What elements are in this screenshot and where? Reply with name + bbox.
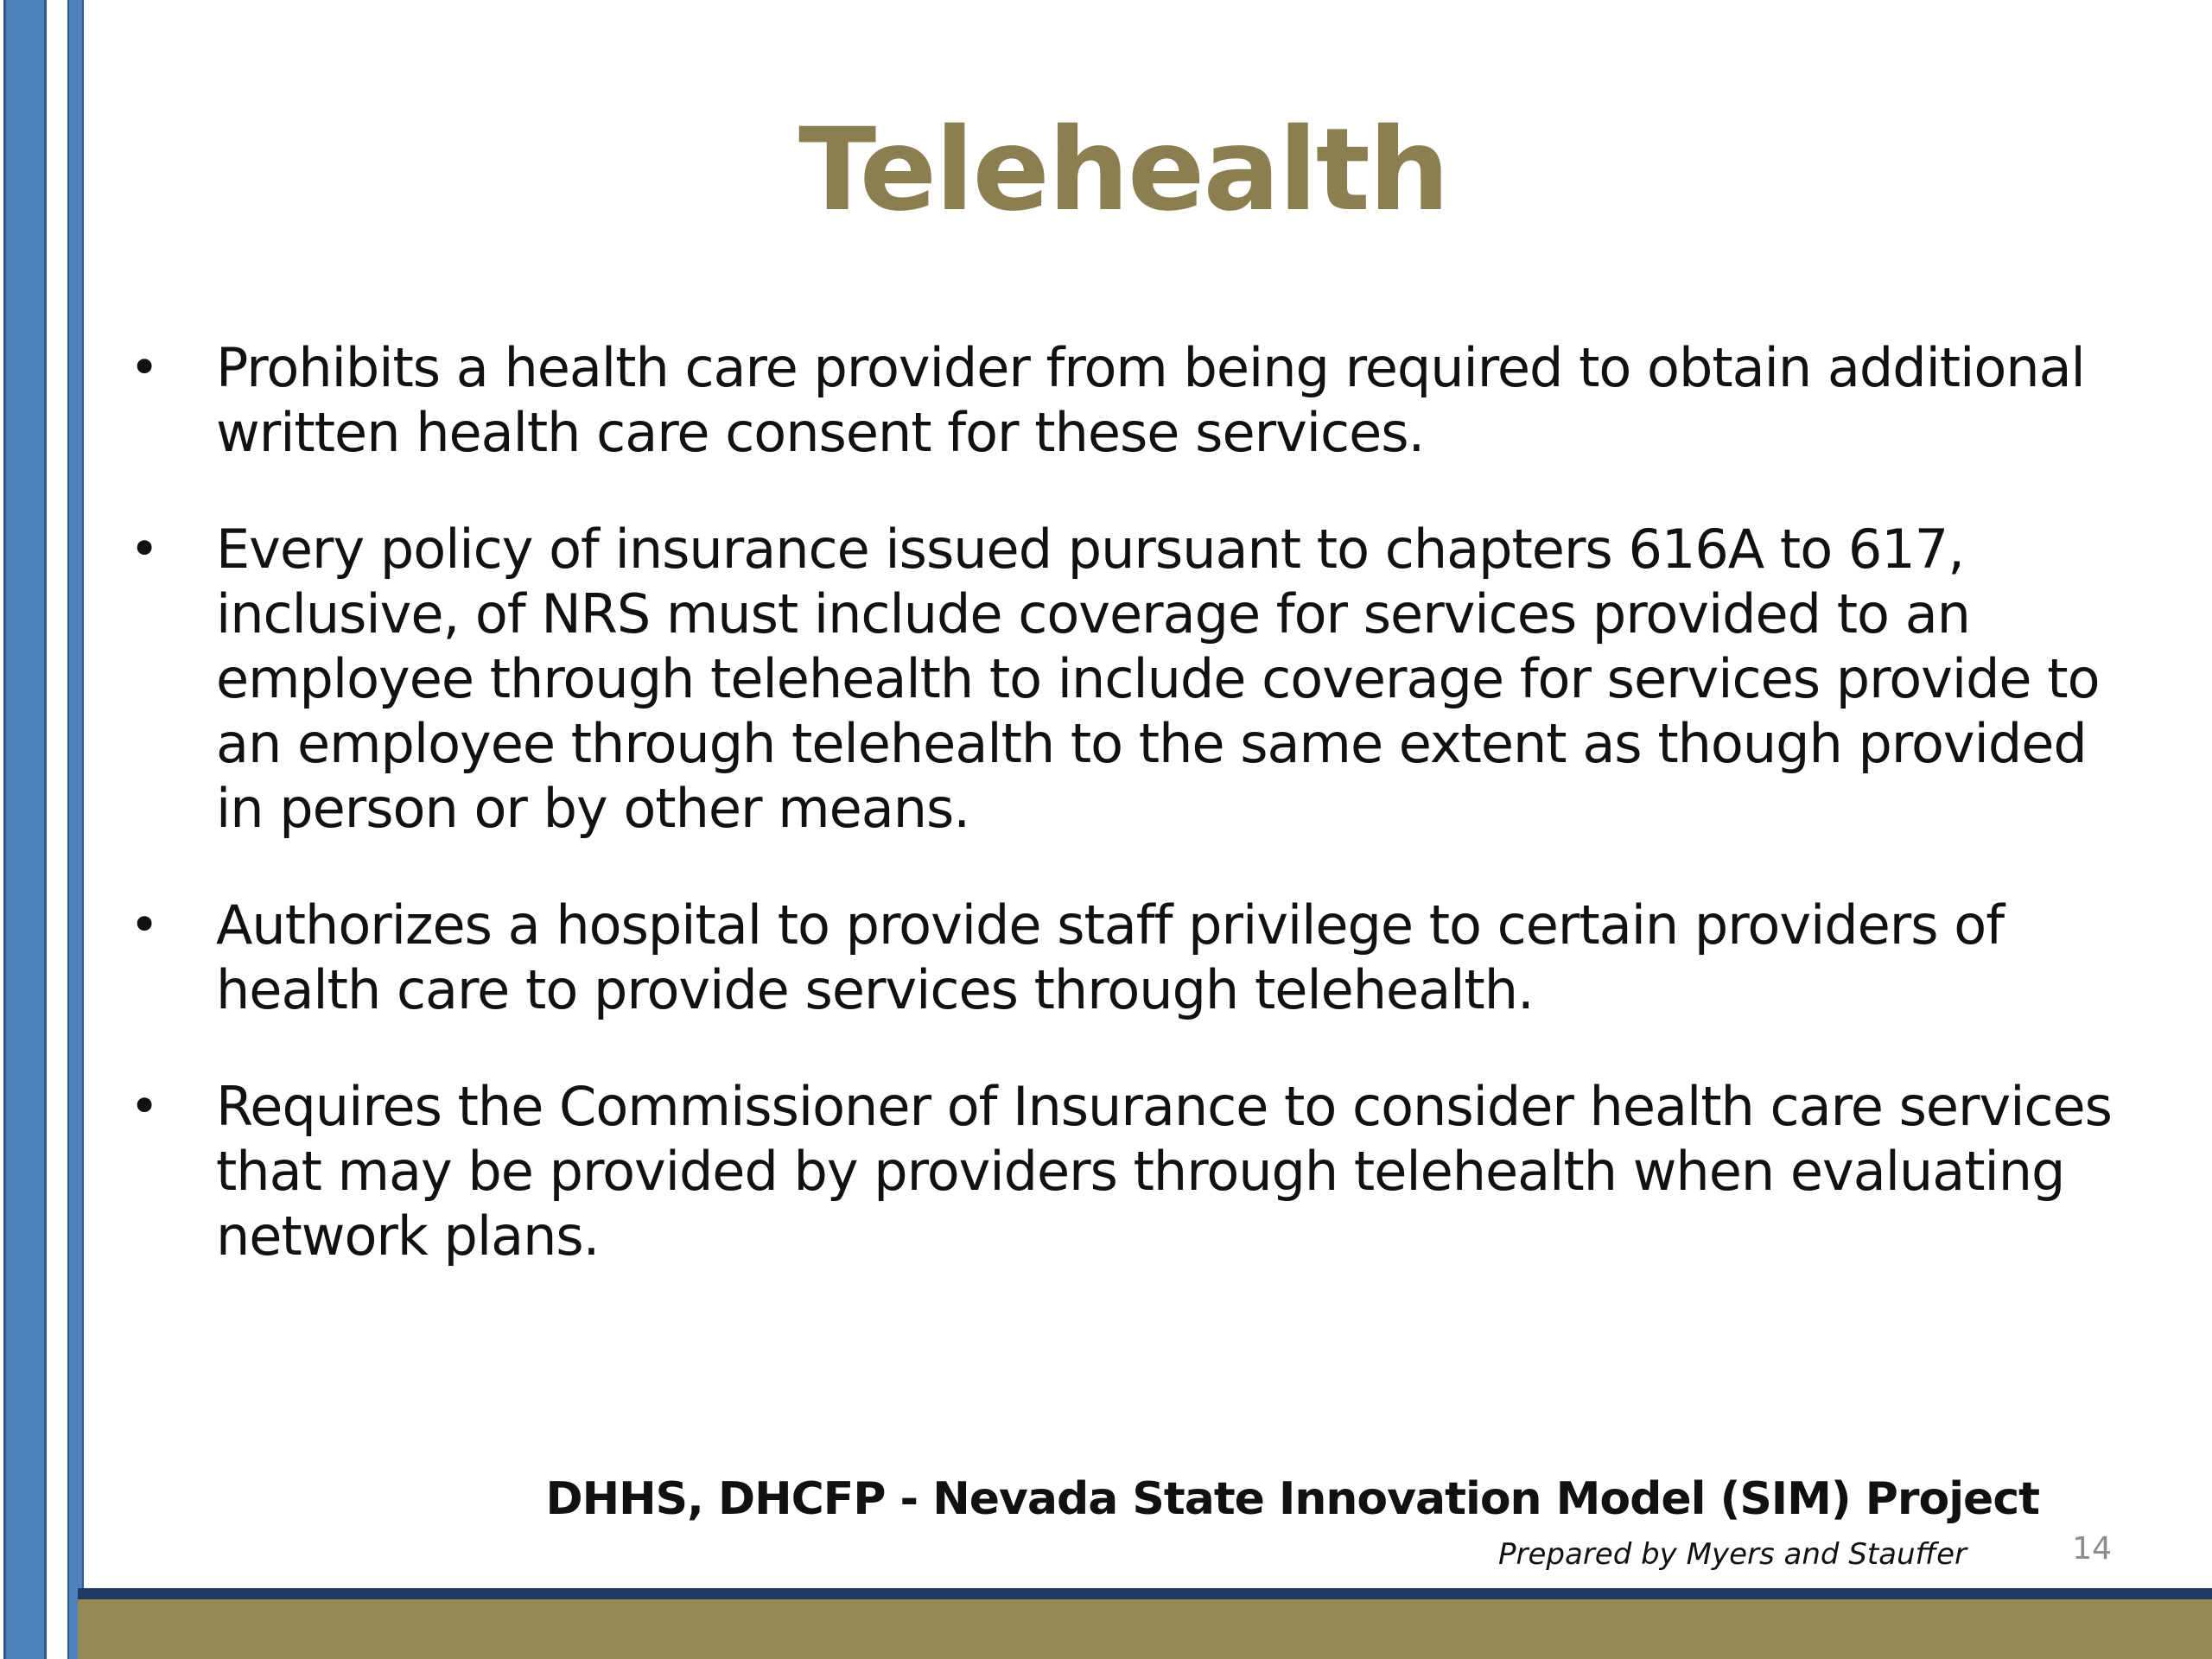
- footer-project-title: DHHS, DHCFP - Nevada State Innovation Model (SIM) Project: [545, 1473, 2039, 1525]
- bullet-text: Every policy of insurance issued pursuant to chapters 616A to 617, inclusive, of NRS must include coverage for services provided to an employee through telehealth to include coverage for services provide to an employee through telehealth to the same extent as though provided in person or by other means.: [216, 518, 2100, 840]
- left-decorative-bar-inner: [67, 0, 84, 1659]
- bullet-text: Authorizes a hospital to provide staff privilege to certain providers of health care to provide services through telehealth.: [216, 893, 2005, 1021]
- bottom-decorative-bar-navy: [78, 1588, 2212, 1599]
- footer-prepared-by: Prepared by Myers and Stauffer: [1498, 1537, 1967, 1572]
- bullet-text: Requires the Commissioner of Insurance to consider health care services that may be provided by providers through telehealth when evaluating network plans.: [216, 1075, 2112, 1268]
- bullet-marker: •: [130, 338, 159, 397]
- bullet-item: [130, 893, 2126, 1022]
- bullet-marker: •: [130, 1077, 159, 1135]
- bullet-marker: •: [130, 519, 159, 578]
- left-decorative-bar-outer: [3, 0, 47, 1659]
- bullet-marker: •: [130, 895, 159, 954]
- bullet-item: [130, 517, 2126, 841]
- page-number: 14: [2072, 1531, 2112, 1567]
- bullet-item: [130, 1074, 2126, 1268]
- bullet-list: [130, 335, 2126, 1320]
- bottom-decorative-bar-olive: [78, 1599, 2212, 1659]
- slide-title: Telehealth: [798, 104, 1448, 237]
- bullet-text: Prohibits a health care provider from being required to obtain additional written health care consent for these services.: [216, 336, 2085, 464]
- bullet-item: [130, 335, 2126, 465]
